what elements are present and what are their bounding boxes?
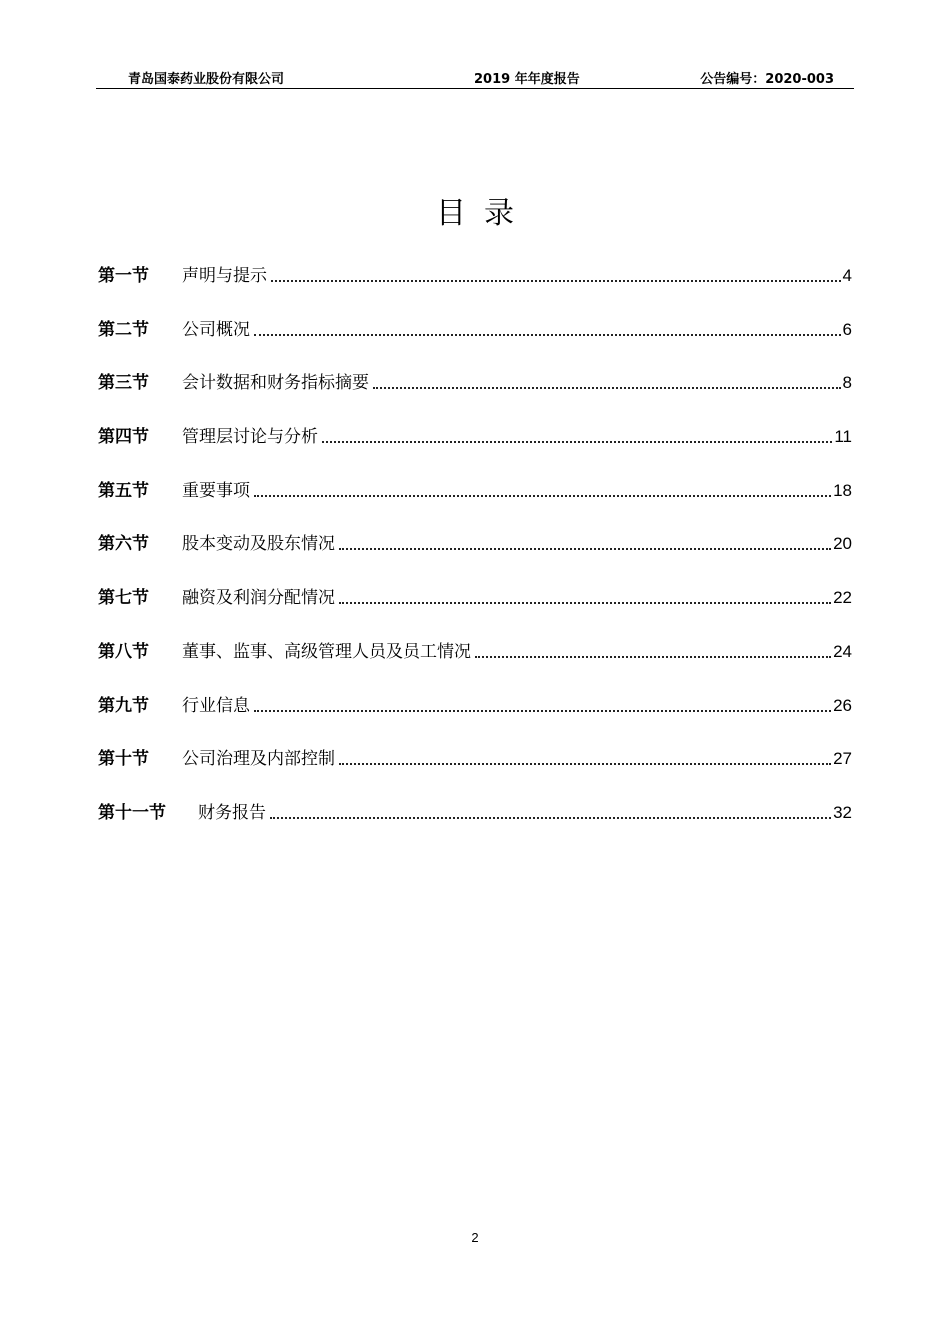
toc-entry[interactable] <box>98 369 852 397</box>
toc-entry[interactable] <box>98 477 852 505</box>
toc-title: 公司概况 <box>182 319 250 340</box>
toc-leader-dots <box>339 548 831 550</box>
toc-chapter: 第四节 <box>98 427 149 448</box>
header-divider <box>96 88 854 89</box>
toc-page-number: 4 <box>842 266 852 285</box>
toc-leader-dots <box>254 495 831 497</box>
header-notice-number: 公告编号：2020-003 <box>700 72 834 87</box>
toc-title: 重要事项 <box>182 480 250 501</box>
toc-chapter: 第一节 <box>98 266 149 286</box>
toc-chapter: 第三节 <box>98 373 149 394</box>
toc-leader-dots <box>339 602 831 604</box>
toc-leader-dots <box>373 387 841 389</box>
toc-entry[interactable] <box>98 584 852 612</box>
toc-entry[interactable] <box>98 423 852 451</box>
toc-leader-dots <box>475 656 831 658</box>
toc-chapter: 第六节 <box>98 534 149 555</box>
page-header <box>96 68 854 88</box>
toc-leader-dots <box>270 817 831 819</box>
toc-leader-dots <box>339 763 831 765</box>
toc-title: 股本变动及股东情况 <box>182 534 335 555</box>
toc-leader-dots <box>271 280 841 282</box>
toc-entry[interactable] <box>98 530 852 558</box>
toc-title: 财务报告 <box>198 802 266 823</box>
toc-leader-dots <box>254 334 841 336</box>
toc-chapter: 第五节 <box>98 480 149 501</box>
toc-chapter: 第十节 <box>98 749 149 770</box>
toc-page-number: 32 <box>833 802 852 822</box>
toc-title: 会计数据和财务指标摘要 <box>182 373 369 394</box>
toc-title: 行业信息 <box>182 695 250 716</box>
toc-title: 董事、监事、高级管理人员及员工情况 <box>182 641 471 662</box>
toc-title: 融资及利润分配情况 <box>182 588 335 609</box>
toc-page-number: 22 <box>833 588 852 608</box>
toc-page-number: 24 <box>833 641 852 661</box>
toc-entry[interactable] <box>98 316 852 344</box>
toc-page-number: 20 <box>833 534 852 554</box>
page-footer-number: 2 <box>471 1230 479 1245</box>
toc-page-number: 26 <box>833 695 852 715</box>
toc-entry[interactable] <box>98 638 852 666</box>
toc-leader-dots <box>322 441 832 443</box>
toc-chapter: 第八节 <box>98 641 149 662</box>
toc-chapter: 第七节 <box>98 588 149 609</box>
toc-entry[interactable] <box>98 799 852 827</box>
toc-leader-dots <box>254 710 831 712</box>
toc-chapter: 第二节 <box>98 319 149 340</box>
toc-entry[interactable] <box>98 745 852 773</box>
table-of-contents <box>98 262 852 853</box>
header-company-name: 青岛国泰药业股份有限公司 <box>128 72 285 87</box>
page-title: 目录 <box>436 196 532 231</box>
header-report-title: 2019 年年度报告 <box>474 72 580 87</box>
toc-chapter: 第十一节 <box>98 802 166 823</box>
toc-chapter: 第九节 <box>98 695 149 716</box>
toc-page-number: 18 <box>833 480 852 500</box>
toc-page-number: 6 <box>842 319 852 339</box>
toc-page-number: 8 <box>842 373 852 393</box>
toc-title: 管理层讨论与分析 <box>182 427 318 448</box>
toc-entry[interactable] <box>98 692 852 720</box>
toc-title: 声明与提示 <box>182 266 267 286</box>
toc-page-number: 27 <box>833 749 852 769</box>
toc-page-number: 11 <box>834 427 852 447</box>
toc-title: 公司治理及内部控制 <box>182 749 335 770</box>
toc-entry[interactable] <box>98 262 852 290</box>
